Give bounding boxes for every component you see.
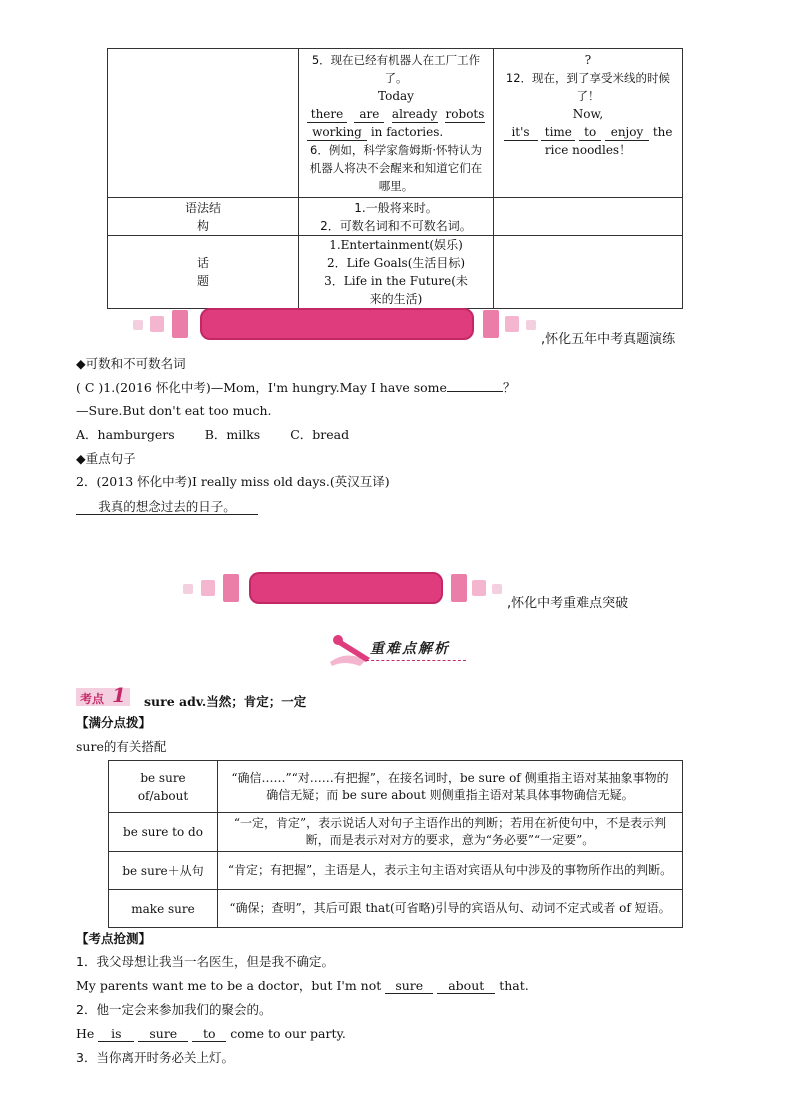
key-point-title: sure adv.当然；肯定；一定	[144, 694, 307, 709]
banner-deco-square	[483, 310, 499, 338]
test-heading: 【考点抢测】	[76, 931, 152, 946]
table-row	[109, 852, 683, 890]
item-heading-countable: ◆可数和不可数名词	[76, 356, 186, 371]
question-1-reply: —Sure.But don't eat too much.	[76, 403, 272, 418]
test-1-en	[76, 978, 529, 994]
collocation-desc: “确保；查明”，其后可跟 that(可省略)引导的宾语从句、动词不定式或者 of 短语。	[218, 890, 683, 928]
test-3-cn: 3．当你离开时务必关上灯。	[76, 1050, 234, 1065]
grammar-item-1: 1.一般将来时。	[354, 200, 438, 215]
test-1-en-b: that.	[499, 978, 529, 993]
answer-blank: are	[354, 107, 384, 123]
answer-blank: 我真的想念过去的日子。	[76, 499, 258, 515]
question-1-blank	[447, 377, 503, 392]
question-1-text: 1.(2016 怀化中考)—Mom，I'm hungry.May I have some	[103, 380, 447, 395]
topic-item-1: 1.Entertainment(娱乐)	[329, 238, 463, 252]
collocation-desc: “肯定；有把握”，主语是人，表示主句主语对宾语从句中涉及的事物所作出的判断。	[218, 852, 683, 890]
sentence-5-cn: 5．现在已经有机器人在工厂工作了。	[311, 53, 481, 85]
answer-blank: there	[307, 107, 347, 123]
banner-bar	[249, 572, 443, 604]
test-2-cn: 2．他一定会来参加我们的聚会的。	[76, 1002, 272, 1017]
collocation-key: be sure of/about	[109, 761, 218, 813]
test-2-en-b: come to our party.	[230, 1026, 346, 1041]
banner-deco-square	[492, 584, 502, 594]
badge-underline	[366, 660, 466, 661]
table-cell-empty	[494, 236, 683, 309]
sure-intro: sure的有关搭配	[76, 739, 167, 754]
answer-blank: to	[192, 1026, 226, 1042]
banner-deco-square	[526, 320, 536, 330]
topic-item-2: 2．Life Goals(生活目标)	[326, 256, 466, 270]
grammar-label	[108, 198, 299, 236]
table-row	[109, 813, 683, 852]
question-2: 2．(2013 怀化中考)I really miss old days.(英汉互译)	[76, 474, 390, 489]
answer-blank: is	[98, 1026, 134, 1042]
banner-deco-square	[505, 316, 519, 332]
option-b: B．milks	[204, 427, 261, 442]
question-1-end: ？	[502, 380, 516, 395]
table-cell-empty	[494, 198, 683, 236]
question-2-answer	[76, 499, 258, 515]
banner-deco-square	[183, 584, 193, 594]
sentence-5-en-blanks	[307, 105, 485, 141]
topic-item-3: 3．Life in the Future(未来的生活)	[324, 274, 468, 306]
grammar-items	[299, 198, 494, 236]
answer-blank: to	[579, 125, 601, 141]
section-title: ,怀化五年中考真题演练	[541, 332, 676, 347]
tips-heading: 【满分点拨】	[76, 715, 152, 730]
answer-blank: enjoy	[605, 125, 649, 141]
banner-deco-square	[172, 310, 188, 338]
option-c: C．bread	[290, 427, 350, 442]
question-1-answer: ( C )	[76, 380, 104, 395]
banner-deco-square	[150, 316, 164, 332]
collocation-key: be sure＋从句	[109, 852, 218, 890]
answer-blank: time	[541, 125, 575, 141]
answer-blank: sure	[385, 978, 433, 994]
test-1-en-a: My parents want me to be a doctor，but I'm not	[76, 978, 382, 993]
collocation-desc: “一定，肯定”，表示说话人对句子主语作出的判断；若用在祈使句中，不是表示判断，而是表示对对方的要求，意为“务必要”“一定要”。	[218, 813, 683, 852]
banner-deco-square	[201, 580, 215, 596]
banner-deco-square	[472, 580, 486, 596]
grammar-item-2: 2．可数名词和不可数名词。	[320, 218, 472, 233]
collocation-desc: “确信……”“对……有把握”，在接名词时，be sure of 侧重指主语对某抽象事物的确信无疑；而 be sure about 则侧重指主语对某具体事物确信无疑。	[218, 761, 683, 813]
answer-blank: already	[391, 107, 438, 121]
collocation-key: make sure	[109, 890, 218, 928]
option-a: A．hamburgers	[76, 427, 175, 442]
test-1-cn: 1．我父母想让我当一名医生，但是我不确定。	[76, 954, 334, 969]
test-2-en-a: He	[76, 1026, 95, 1041]
banner-deco-square	[133, 320, 143, 330]
sentence-12-cn: 12．现在，到了享受米线的时候了！	[505, 71, 671, 103]
answer-blank: robots	[445, 107, 485, 121]
key-point-label-text: 考点	[80, 692, 105, 706]
question-1	[76, 377, 515, 396]
grammar-label-text: 语法结构	[185, 200, 222, 233]
table-cell-sentences-5-6	[299, 49, 494, 198]
topic-label-text: 话题	[196, 256, 209, 288]
sentence-12-en-tail1: the	[652, 125, 673, 139]
badge-text: 重难点解析	[370, 641, 450, 657]
sentence-6-cn: 6．例如，科学家詹姆斯·怀特认为机器人将决不会醒来和知道它们在哪里。	[309, 143, 483, 193]
table-row	[109, 890, 683, 928]
table-row	[109, 761, 683, 813]
key-point-number: 1	[112, 683, 126, 707]
sentence-12-en-blanks	[502, 123, 674, 141]
sure-collocations-table	[108, 760, 683, 928]
sentence-12-en-lead: Now,	[572, 107, 604, 121]
key-point-label	[76, 683, 130, 707]
banner-deco-square	[223, 574, 239, 602]
sentence-12-en-tail2: rice noodles！	[544, 143, 632, 157]
topic-label	[108, 236, 299, 309]
question-1-options	[76, 427, 349, 443]
topic-items	[299, 236, 494, 309]
table-cell-empty	[108, 49, 299, 198]
answer-blank: it's	[504, 125, 538, 141]
summary-table	[107, 48, 683, 309]
answer-blank: working	[307, 125, 367, 141]
answer-blank: about	[437, 978, 495, 994]
test-2-en	[76, 1026, 346, 1042]
section-title: ,怀化中考重难点突破	[507, 596, 629, 611]
sentence-5-en-tail: in factories.	[370, 125, 444, 139]
collocation-key: be sure to do	[109, 813, 218, 852]
item-heading-key-sentences: ◆重点句子	[76, 451, 136, 466]
key-point-badge	[326, 632, 466, 668]
table-cell-sentence-12	[494, 49, 683, 198]
banner-bar	[200, 308, 474, 340]
question-mark: ?	[584, 53, 592, 67]
banner-deco-square	[451, 574, 467, 602]
sentence-5-en-lead: Today	[378, 89, 414, 103]
answer-blank: sure	[138, 1026, 188, 1042]
